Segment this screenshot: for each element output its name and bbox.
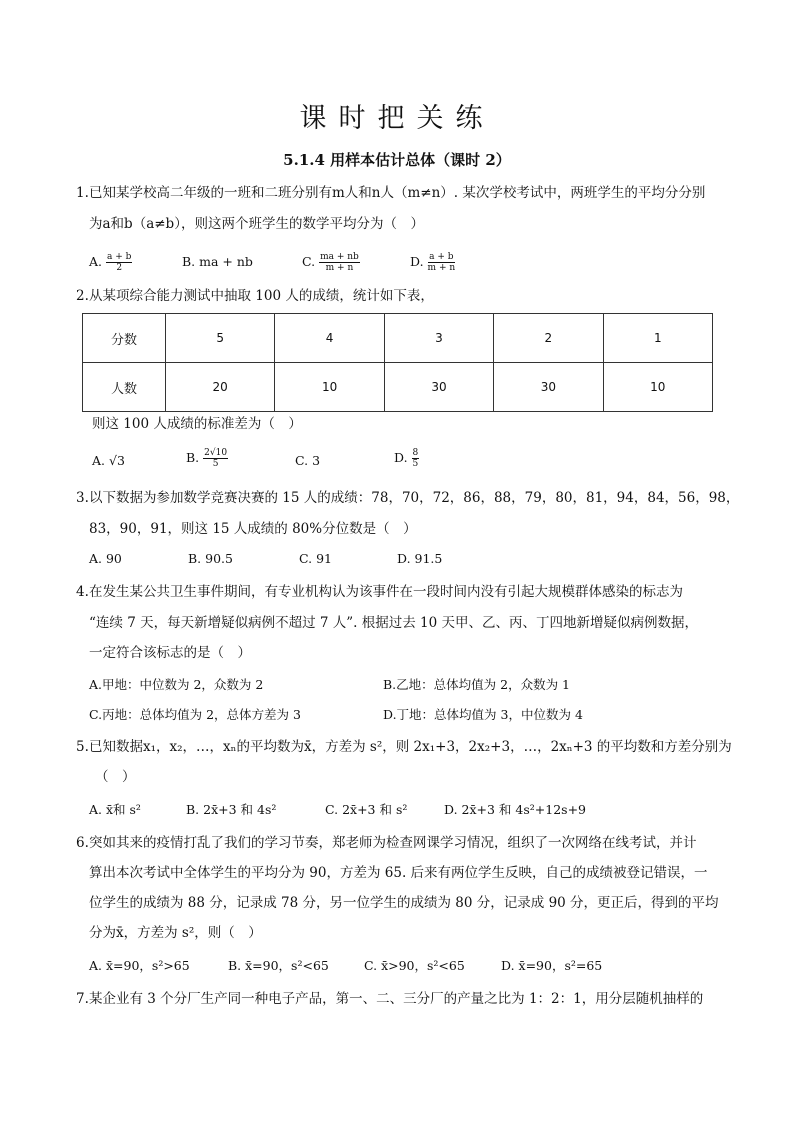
- q2-option-d-label: D.: [394, 450, 408, 465]
- q4-option-c: C.丙地：总体均值为 2，总体方差为 3: [89, 707, 301, 722]
- q2-option-b: [186, 448, 228, 469]
- q1-line2: 为a和b（a≠b），则这两个班学生的数学平均分为（ ）: [89, 216, 424, 232]
- q4-option-a: A.甲地：中位数为 2，众数为 2: [89, 677, 264, 692]
- table-row-head: 人数: [83, 363, 166, 412]
- q1-option-a-label: A.: [89, 254, 103, 269]
- q2-line1: 从某项综合能力测试中抽取 100 人的成绩，统计如下表，: [89, 288, 434, 304]
- q4-line3: 一定符合该标志的是（ ）: [89, 645, 251, 661]
- q4-option-b: B.乙地：总体均值为 2，众数为 1: [383, 677, 571, 692]
- q5-line2: （ ）: [95, 769, 136, 785]
- q4-number: 4.: [76, 584, 89, 600]
- table-cell: 10: [275, 363, 384, 412]
- q6-option-a: A. x̄=90，s²>65: [89, 958, 190, 973]
- q5-number: 5.: [76, 739, 89, 755]
- q6-option-d: D. x̄=90，s²=65: [501, 958, 603, 973]
- q5-option-c: C. 2x̄+3 和 s²: [325, 802, 408, 817]
- q1-option-d-label: D.: [410, 254, 424, 269]
- q1-option-a-fraction: [106, 252, 132, 273]
- q1-option-c-label: C.: [302, 254, 316, 269]
- q3-option-b: B. 90.5: [188, 551, 233, 566]
- q6-line3: 位学生的成绩为 88 分，记录成 78 分，另一位学生的成绩为 80 分，记录成 90 分，更正后，得到的平均: [89, 895, 719, 911]
- q4-line1: 在发生某公共卫生事件期间，有专业机构认为该事件在一段时间内没有引起大规模群体感染的标志为: [89, 584, 683, 600]
- q2-number: 2.: [76, 288, 89, 304]
- table-cell: 30: [494, 363, 603, 412]
- table-row-head: 分数: [83, 314, 166, 363]
- q6-line2: 算出本次考试中全体学生的平均分为 90，方差为 65. 后来有两位学生反映，自己的成绩被登记错误，一: [89, 865, 708, 881]
- q2-option-b-label: B.: [186, 450, 200, 465]
- q2-option-d: [394, 448, 419, 469]
- q2-option-a: A. √3: [92, 453, 125, 468]
- q6-line4: 分为x̄，方差为 s²，则（ ）: [89, 925, 262, 941]
- q5-option-d: D. 2x̄+3 和 4s²+12s+9: [444, 802, 586, 817]
- table-row: [83, 363, 713, 412]
- q5-option-a: A. x̄和 s²: [89, 802, 141, 817]
- table-cell: 3: [384, 314, 493, 363]
- q6-line1: 突如其来的疫情打乱了我们的学习节奏，郑老师为检查网课学习情况，组织了一次网络在线考试，并计: [89, 835, 697, 851]
- q2-option-b-fraction: [203, 448, 228, 469]
- table-cell: 2: [494, 314, 603, 363]
- q1-number: 1.: [76, 185, 89, 201]
- table-cell: 5: [166, 314, 275, 363]
- q6-number: 6.: [76, 835, 89, 851]
- q1-option-a: [89, 252, 132, 273]
- q1-option-c-num: ma + nb: [320, 252, 359, 262]
- q4-line2: “连续 7 天，每天新增疑似病例不超过 7 人”. 根据过去 10 天甲、乙、丙、丁四地新增疑似病例数据，: [89, 615, 698, 631]
- q7-line1: 某企业有 3 个分厂生产同一种电子产品，第一、二、三分厂的产量之比为 1：2：1，用分层随机抽样的: [89, 991, 704, 1007]
- table-cell: 1: [603, 314, 712, 363]
- q1-option-c-den: m + n: [325, 263, 354, 273]
- q3-line2: 83，90，91，则这 15 人成绩的 80%分位数是（ ）: [89, 521, 417, 537]
- q2-option-d-den: 5: [412, 459, 419, 469]
- q5-line1: 已知数据x₁，x₂，…，xₙ的平均数为x̄，方差为 s²，则 2x₁+3，2x₂+3，…，2xₙ+3 的平均数和方差分别为: [89, 739, 732, 755]
- table-row: [83, 314, 713, 363]
- q4-option-d: D.丁地：总体均值为 3，中位数为 4: [383, 707, 583, 722]
- score-table: [82, 313, 713, 412]
- q1-option-c: [302, 252, 360, 273]
- q1-option-a-num: a + b: [107, 252, 132, 262]
- q2-option-b-num: 2√10: [204, 448, 228, 458]
- q2-option-d-fraction: [412, 448, 420, 469]
- q5-option-b: B. 2x̄+3 和 4s²: [186, 802, 277, 817]
- table-cell: 4: [275, 314, 384, 363]
- q3-option-c: C. 91: [299, 551, 332, 566]
- q2-option-c: C. 3: [295, 453, 321, 468]
- page-subtitle: 5.1.4 用样本估计总体（课时 2）: [283, 151, 511, 169]
- table-cell: 10: [603, 363, 712, 412]
- q6-option-c: C. x̄>90，s²<65: [364, 958, 465, 973]
- q1-option-d-fraction: [428, 252, 456, 273]
- q3-option-a: A. 90: [89, 551, 122, 566]
- q1-option-d: [410, 252, 455, 273]
- q1-option-d-num: a + b: [429, 252, 454, 262]
- q1-line1: 已知某学校高二年级的一班和二班分别有m人和n人（m≠n）. 某次学校考试中，两班学生的平均分分别: [89, 185, 706, 201]
- q6-option-b: B. x̄=90，s²<65: [228, 958, 329, 973]
- q3-option-d: D. 91.5: [397, 551, 443, 566]
- table-cell: 20: [166, 363, 275, 412]
- page-title: 课时把关练: [299, 103, 495, 134]
- table-cell: 30: [384, 363, 493, 412]
- q2-option-d-num: 8: [412, 448, 419, 458]
- q1-option-d-den: m + n: [427, 263, 456, 273]
- q7-number: 7.: [76, 991, 89, 1007]
- q1-option-c-fraction: [319, 252, 360, 273]
- q2-option-b-den: 5: [212, 459, 219, 469]
- q1-option-b: B. ma + nb: [182, 254, 253, 269]
- q2-line2: 则这 100 人成绩的标准差为（ ）: [92, 416, 302, 432]
- q1-option-a-den: 2: [116, 263, 123, 273]
- q3-line1: 以下数据为参加数学竞赛决赛的 15 人的成绩：78，70，72，86，88，79，80，81，94，84，56，98，: [89, 490, 740, 506]
- q3-number: 3.: [76, 490, 89, 506]
